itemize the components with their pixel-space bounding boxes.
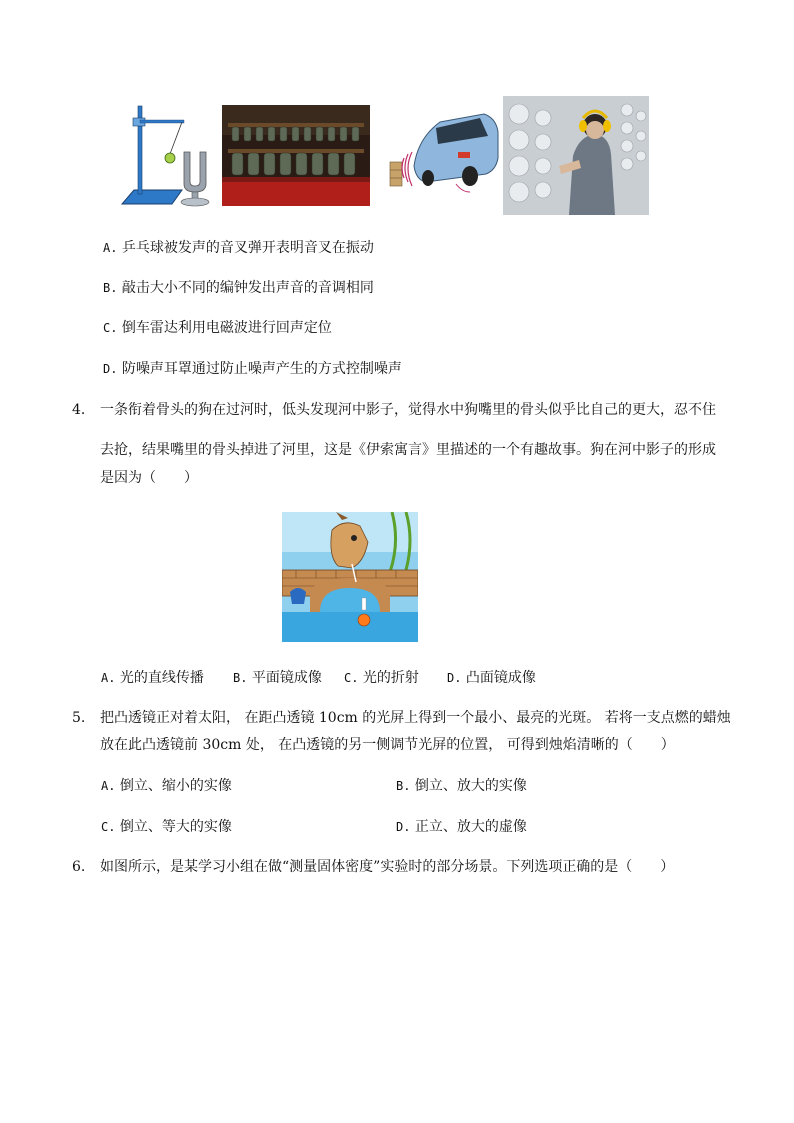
option-letter: D. bbox=[103, 362, 118, 376]
q6-number: 6. bbox=[72, 859, 86, 875]
option-letter: C. bbox=[101, 820, 116, 834]
dog-bridge-illustration bbox=[282, 512, 418, 642]
option-text: 倒立、放大的实像 bbox=[414, 778, 527, 794]
option-text: 防噪声耳罩通过防止噪声产生的方式控制噪声 bbox=[121, 361, 402, 377]
q5-number: 5. bbox=[72, 710, 86, 726]
q4-option-a[interactable] bbox=[101, 668, 204, 688]
option-letter: A. bbox=[101, 779, 116, 793]
q4-stem-line2: 去抢，结果嘴里的骨头掉进了河里，这是《伊索寓言》里描述的一个有趣故事。狗在河中影子的形成 bbox=[100, 442, 716, 458]
q4-option-d[interactable] bbox=[447, 668, 536, 688]
option-text: 倒立、缩小的实像 bbox=[119, 778, 232, 794]
option-letter: C. bbox=[344, 671, 359, 685]
option-text: 倒车雷达利用电磁波进行回声定位 bbox=[121, 320, 332, 336]
q3-option-a[interactable] bbox=[103, 238, 374, 258]
q5-option-d[interactable] bbox=[396, 817, 527, 837]
option-text: 光的直线传播 bbox=[119, 670, 204, 686]
option-text: 倒立、等大的实像 bbox=[119, 819, 232, 835]
option-letter: C. bbox=[103, 321, 118, 335]
q4-stem-line3: 是因为（ ） bbox=[100, 470, 198, 486]
option-letter: B. bbox=[103, 281, 118, 295]
option-text: 正立、放大的虚像 bbox=[414, 819, 527, 835]
option-text: 凸面镜成像 bbox=[465, 670, 536, 686]
chime-bells-photo bbox=[222, 105, 370, 206]
tuning-fork-figure bbox=[120, 100, 215, 210]
q4-stem-line1: 一条衔着骨头的狗在过河时，低头发现河中影子，觉得水中狗嘴里的骨头似乎比自己的更大，忍不住 bbox=[100, 402, 716, 418]
option-text: 平面镜成像 bbox=[251, 670, 322, 686]
q4-option-c[interactable] bbox=[344, 668, 419, 688]
option-letter: A. bbox=[101, 671, 116, 685]
option-letter: B. bbox=[396, 779, 411, 793]
q5-option-c[interactable] bbox=[101, 817, 232, 837]
option-letter: D. bbox=[447, 671, 462, 685]
option-letter: A. bbox=[103, 241, 118, 255]
q4-number: 4． bbox=[72, 402, 95, 418]
option-letter: D. bbox=[396, 820, 411, 834]
q5-stem-line1: 把凸透镜正对着太阳， 在距凸透镜 10cm 的光屏上得到一个最小、最亮的光斑。 若将一支点燃的蜡烛 bbox=[100, 710, 731, 726]
q3-option-b[interactable] bbox=[103, 278, 374, 298]
option-text: 光的折射 bbox=[362, 670, 419, 686]
factory-earmuff-photo bbox=[503, 96, 649, 215]
option-text: 敲击大小不同的编钟发出声音的音调相同 bbox=[121, 280, 374, 296]
option-text: 乒乓球被发声的音叉弹开表明音叉在振动 bbox=[121, 240, 374, 256]
q5-option-b[interactable] bbox=[396, 776, 527, 796]
q3-option-d[interactable] bbox=[103, 359, 402, 379]
q4-option-b[interactable] bbox=[233, 668, 322, 688]
q5-option-a[interactable] bbox=[101, 776, 232, 796]
reversing-radar-car-figure bbox=[378, 108, 500, 198]
option-letter: B. bbox=[233, 671, 248, 685]
q5-stem-line2: 放在此凸透镜前 30cm 处， 在凸透镜的另一侧调节光屏的位置， 可得到烛焰清晰的（ ） bbox=[100, 737, 675, 753]
q3-option-c[interactable] bbox=[103, 318, 332, 338]
q6-stem-line1: 如图所示，是某学习小组在做“测量固体密度”实验时的部分场景。下列选项正确的是（ ） bbox=[100, 859, 675, 875]
